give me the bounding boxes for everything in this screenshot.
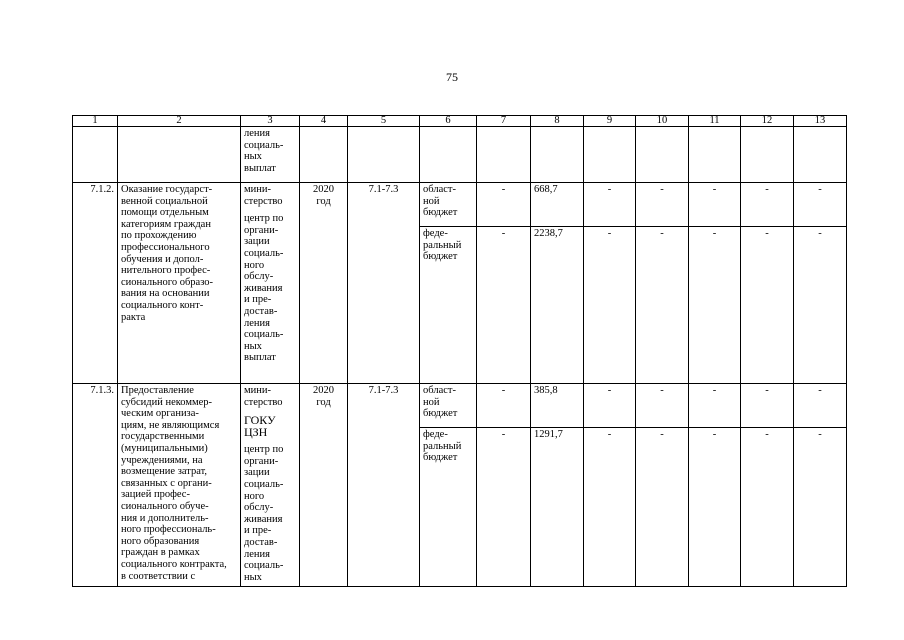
value-cell: -: [584, 183, 636, 227]
value-cell: -: [689, 384, 741, 428]
value-cell: 2238,7: [531, 227, 584, 384]
value-cell: -: [477, 227, 531, 384]
value-cell: -: [741, 183, 794, 227]
column-number-row: [73, 116, 847, 127]
value-cell: -: [584, 384, 636, 428]
value-cell: -: [636, 183, 689, 227]
value-cell: -: [636, 227, 689, 384]
col-number: 5: [348, 116, 420, 127]
value-cell: -: [794, 428, 847, 587]
measure-name: Оказание государст- венной социальной помощи отдельным категориям граждан по прохождению профессионального обучения и допол- нительного профес- сионального образо- вания на основании социального конт- ракта: [118, 183, 241, 384]
funding-source: феде- ральный бюджет: [420, 428, 477, 587]
value-cell: -: [794, 183, 847, 227]
col-number: 7: [477, 116, 531, 127]
measure-name: Предоставление субсидий некоммер- ческим организа- циям, не являющимся государственными (муниципальными) учреждениями, на возмещение затрат, связанных с органи- зацией профес- сионального обуче- ния и дополнитель- ного профессиональ- ного образования граждан в рамках социального контракта, в соответствии с: [118, 384, 241, 587]
page-number: 75: [446, 70, 458, 84]
table-cell: [477, 127, 531, 183]
table-cell: [348, 127, 420, 183]
table-cell: [689, 127, 741, 183]
table-cell: [531, 127, 584, 183]
executor-cell: ления социаль- ных выплат: [241, 127, 300, 183]
value-cell: 668,7: [531, 183, 584, 227]
value-cell: 385,8: [531, 384, 584, 428]
funding-source: област- ной бюджет: [420, 384, 477, 428]
col-number: 8: [531, 116, 584, 127]
indicator-code: 7.1-7.3: [348, 183, 420, 384]
row-number: 7.1.3.: [73, 384, 118, 587]
col-number: 1: [73, 116, 118, 127]
executor-cell: [241, 183, 300, 384]
value-cell: -: [636, 384, 689, 428]
indicator-code: 7.1-7.3: [348, 384, 420, 587]
value-cell: -: [689, 227, 741, 384]
col-number: 4: [300, 116, 348, 127]
executor-center: центр по органи- зации социаль- ного обслу- живания и пре- достав- ления социаль- ных выплат: [244, 213, 284, 364]
row-number: 7.1.2.: [73, 183, 118, 384]
col-number: 11: [689, 116, 741, 127]
table-cell: [300, 127, 348, 183]
value-cell: -: [794, 384, 847, 428]
year-cell: 2020 год: [300, 384, 348, 587]
col-number: 9: [584, 116, 636, 127]
col-number: 13: [794, 116, 847, 127]
table-row: [73, 384, 847, 428]
value-cell: -: [477, 384, 531, 428]
value-cell: -: [741, 227, 794, 384]
value-cell: -: [794, 227, 847, 384]
funding-source: феде- ральный бюджет: [420, 227, 477, 384]
table-cell: [794, 127, 847, 183]
executor-center: центр по органи- зации социаль- ного обслу- живания и пре- достав- ления социаль- ных: [244, 444, 284, 583]
value-cell: -: [689, 428, 741, 587]
program-table: [72, 115, 847, 587]
executor-ministry: мини- стерство: [244, 184, 283, 207]
table-row: [73, 183, 847, 227]
table-cell: [584, 127, 636, 183]
year-cell: 2020 год: [300, 183, 348, 384]
continued-row: [73, 127, 847, 183]
value-cell: -: [477, 428, 531, 587]
col-number: 10: [636, 116, 689, 127]
value-cell: -: [477, 183, 531, 227]
col-number: 2: [118, 116, 241, 127]
col-number: 3: [241, 116, 300, 127]
table-cell: [420, 127, 477, 183]
table-cell: [741, 127, 794, 183]
value-cell: -: [584, 227, 636, 384]
value-cell: -: [741, 384, 794, 428]
value-cell: -: [584, 428, 636, 587]
value-cell: -: [741, 428, 794, 587]
table-cell: [73, 127, 118, 183]
executor-gokucz: ГОКУ ЦЗН: [244, 413, 276, 440]
col-number: 6: [420, 116, 477, 127]
table-cell: [636, 127, 689, 183]
value-cell: -: [689, 183, 741, 227]
executor-cell: [241, 384, 300, 587]
funding-source: област- ной бюджет: [420, 183, 477, 227]
col-number: 12: [741, 116, 794, 127]
table-cell: [118, 127, 241, 183]
executor-ministry: мини- стерство: [244, 385, 283, 408]
value-cell: 1291,7: [531, 428, 584, 587]
value-cell: -: [636, 428, 689, 587]
